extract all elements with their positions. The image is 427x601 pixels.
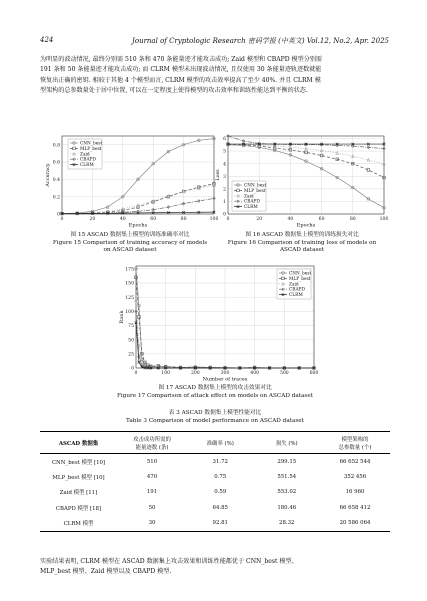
y-axis-label: Rank	[119, 310, 125, 324]
figure-16-caption	[212, 232, 392, 255]
y-tick-label: 0	[57, 212, 60, 218]
table-row	[40, 469, 390, 485]
x-tick-label: 300	[220, 371, 230, 376]
legend-label: CNN_best	[289, 271, 312, 277]
table-cell-params: 20 586 064	[320, 516, 390, 532]
y-tick-label: 150	[125, 281, 134, 287]
x-axis-label: Number of traces	[202, 376, 248, 382]
page-number: 424	[40, 36, 54, 44]
x-tick-label: 80	[180, 217, 187, 222]
x-tick-label: 100	[161, 371, 171, 376]
y-tick-label: 0.2	[52, 195, 60, 201]
x-tick-label: 40	[119, 217, 126, 222]
y-tick-label: 1	[223, 200, 226, 206]
table-3-title-cn: 表 3 ASCAD 数据集上模型性能对比	[168, 410, 262, 416]
table-3-title-en: Table 3 Comparison of model performance on ASCAD dataset	[126, 417, 304, 424]
x-tick-label: 100	[209, 217, 218, 222]
y-axis-label: Loss	[215, 169, 221, 181]
figure-17-rank-chart	[118, 262, 318, 382]
legend-label: CLRM	[80, 163, 94, 169]
figure-15-accuracy-chart	[44, 132, 218, 228]
x-tick-label: 60	[150, 217, 157, 222]
y-tick-label: 3	[223, 174, 226, 180]
table-cell-traces: 510	[146, 458, 158, 465]
legend-label: CBAPD	[244, 199, 260, 205]
y-tick-label: 0	[223, 212, 226, 218]
table-cell-accuracy: 31.72	[212, 458, 228, 465]
figure-17-caption-en: Figure 17 Comparison of attack effect on models on ASCAD dataset	[116, 392, 313, 399]
table-cell-accuracy: 92.81	[187, 516, 254, 532]
legend-label: MLP_best	[289, 276, 311, 282]
outro-line: 实验结果表明, CLRM 模型在 ASCAD 数据集上攻击效果和训练性能都优于 CNN_best 模型、	[40, 558, 298, 565]
table-cell-accuracy: 0.59	[214, 489, 227, 496]
table-3-title	[40, 410, 390, 425]
x-tick-label: 40	[287, 217, 294, 222]
y-tick-label: 6	[223, 137, 226, 143]
x-tick-label: 100	[379, 217, 388, 222]
table-cell-traces: 191	[146, 489, 158, 496]
table-cell-traces: 30	[117, 516, 187, 532]
legend-label: Zaid	[80, 152, 90, 158]
intro-paragraph	[40, 55, 389, 96]
table-row	[40, 516, 390, 532]
table-header-loss: 损失 (%)	[254, 432, 321, 454]
table-header-dataset: ASCAD 数据集	[40, 432, 117, 454]
y-tick-label: 100	[125, 309, 134, 315]
table-cell-params: 66 658 412	[339, 504, 371, 511]
intro-line: 型架构的总参数量处于居中位置, 可以在一定程度上使得模型的攻击效率和训练性能达到平衡的状态.	[40, 86, 308, 94]
legend-label: CLRM	[244, 205, 258, 211]
y-tick-label: 125	[125, 295, 134, 301]
data-point	[137, 204, 140, 207]
series-line-mlp-best	[62, 184, 214, 214]
table-row	[40, 485, 390, 501]
x-tick-label: 0	[134, 371, 138, 376]
table-header-params: 模型架构的 总参数量 (个)	[320, 432, 390, 454]
data-point	[367, 159, 370, 162]
table-header-row	[40, 432, 390, 454]
x-tick-label: 80	[349, 217, 356, 222]
model-performance-table	[40, 431, 390, 532]
intro-line: 191 条和 50 条能量迹才能攻击成功; 而 CLRM 模型未出现波动情况, 且仅使用 30 条能量迹轨迹数就能	[40, 66, 322, 74]
x-tick-label: 20	[89, 217, 96, 222]
y-tick-label: 5	[223, 149, 226, 155]
legend-label: MLP_best	[80, 146, 102, 152]
y-tick-label: 2	[223, 187, 226, 193]
table-cell-loss: 180.46	[277, 504, 297, 511]
y-axis-label: Accuracy	[45, 163, 51, 187]
y-tick-label: 0.8	[52, 143, 60, 149]
table-cell-accuracy: 0.75	[214, 473, 227, 480]
table-cell-accuracy: 64.85	[212, 504, 228, 511]
table-cell-traces: 50	[148, 504, 156, 511]
table-row	[40, 454, 390, 470]
figure-17-caption-cn: 图 17 ASCAD 数据集上模型的攻击效果对比	[158, 385, 272, 391]
table-header-traces: 攻击成功所需的 能量迹数 (条)	[117, 432, 187, 454]
table-cell-model: Zaid 模型 [11]	[59, 490, 98, 497]
intro-line: 为明显的波动情况, 最终分别需 510 条和 470 条能量迹才能攻击成功; Zaid 模型和 CBAPD 模型分别需	[40, 56, 323, 63]
y-tick-label: 175	[125, 267, 134, 273]
intro-line: 恢复出正确的密钥. 相较于其他 4 个模型而言, CLRM 模型的攻击效率提高了至少 40%. 并且 CLRM 模	[40, 76, 321, 84]
legend-label: CBAPD	[80, 157, 96, 163]
table-cell-model: MLP_best 模型 [10]	[52, 474, 105, 481]
figure-17-caption	[40, 385, 390, 400]
table-cell-params: 352 456	[343, 473, 367, 480]
legend-label: CBAPD	[289, 287, 305, 293]
outro-line: MLP_best 模型、Zaid 模型以及 CBAPD 模型.	[40, 568, 172, 576]
figure-15-caption-en-1: Figure 15 Comparison of training accuracy of models	[52, 239, 208, 246]
y-tick-label: 50	[128, 338, 134, 344]
figure-15-caption-cn: 图 15 ASCAD 数据集上模型的训练准确率对比	[70, 232, 190, 238]
table-cell-loss: 299.15	[277, 458, 297, 465]
x-tick-label: 600	[309, 371, 318, 376]
x-tick-label: 500	[279, 371, 289, 376]
table-cell-model: CBAPD 模型 [18]	[55, 505, 102, 512]
table-cell-model: CNN_best 模型 [10]	[51, 459, 106, 466]
legend-label: CNN_best	[244, 183, 267, 189]
legend-label: CNN_best	[80, 141, 103, 147]
x-axis-label: Epochs	[128, 222, 148, 228]
table-cell-loss: 28.32	[254, 516, 321, 532]
y-tick-label: 4	[223, 162, 226, 168]
table-row	[40, 500, 390, 516]
figure-16-loss-chart	[214, 132, 388, 228]
outro-paragraph	[40, 557, 389, 578]
y-tick-label: 75	[128, 324, 134, 330]
table-header-accuracy: 准确率 (%)	[187, 432, 254, 454]
x-tick-label: 0	[226, 217, 230, 222]
figure-15-caption-en-2: on ASCAD dataset	[103, 247, 157, 253]
journal-header: Journal of Cryptologic Research 密码学报 (中英文) Vol.12, No.2, Apr. 2025	[132, 37, 389, 45]
x-tick-label: 200	[190, 371, 200, 376]
figure-15-caption	[40, 232, 220, 255]
table-cell-loss: 551.54	[277, 473, 297, 480]
x-tick-label: 20	[256, 217, 263, 222]
y-tick-label: 25	[128, 352, 134, 358]
table-cell-model: CLRM 模型	[40, 516, 117, 532]
y-tick-label: 0	[131, 366, 134, 372]
figure-16-caption-en-2: ASCAD dataset	[279, 247, 325, 253]
y-tick-label: 0.4	[52, 177, 60, 183]
figure-16-caption-cn: 图 16 ASCAD 数据集上模型的训练损失对比	[245, 232, 359, 238]
table-cell-loss: 553.02	[277, 489, 297, 496]
x-tick-label: 0	[60, 217, 64, 222]
data-point	[336, 152, 339, 155]
x-tick-label: 400	[250, 371, 260, 376]
x-axis-label: Epochs	[296, 222, 316, 228]
data-point	[198, 200, 201, 203]
legend-label: Zaid	[289, 282, 299, 288]
y-tick-label: 0.6	[52, 160, 60, 166]
figure-16-caption-en-1: Figure 16 Comparison of training loss of models on	[227, 239, 377, 246]
x-tick-label: 60	[318, 217, 325, 222]
legend-label: MLP_best	[244, 188, 266, 194]
table-cell-traces: 470	[146, 473, 158, 480]
table-cell-params: 66 652 544	[339, 458, 371, 465]
legend-label: CLRM	[289, 293, 303, 299]
legend-label: Zaid	[244, 194, 254, 200]
table-cell-params: 16 960	[345, 489, 365, 496]
